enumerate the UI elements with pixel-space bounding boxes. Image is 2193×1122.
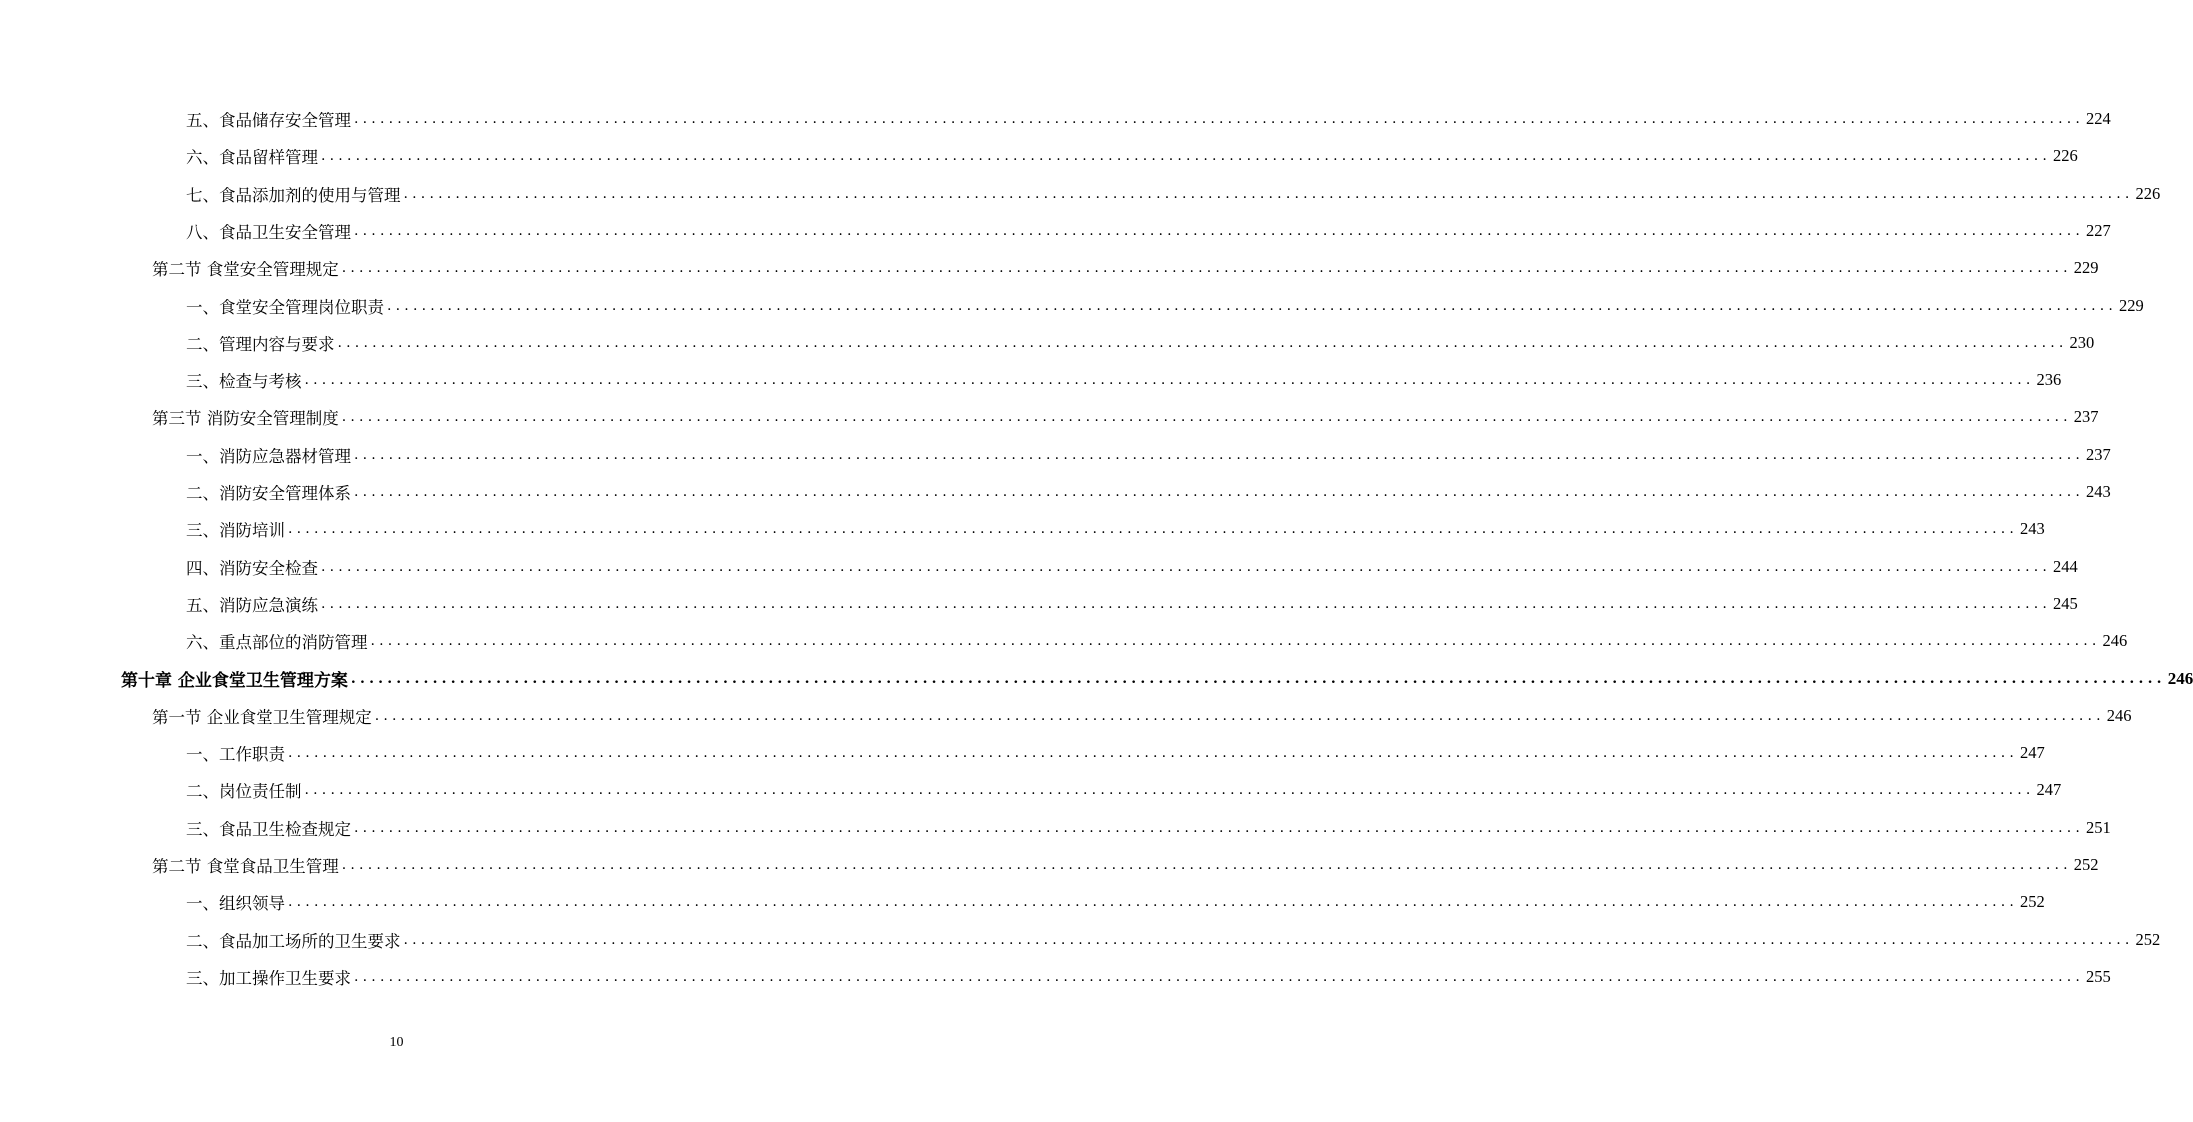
toc-entry-title: 第三节 消防安全管理制度 [152,409,339,429]
toc-entry-title: 六、重点部位的消防管理 [186,633,368,653]
toc-item[interactable] [186,362,2062,398]
toc-entry-page: 236 [2036,370,2062,390]
toc-entry-title: 四、消防安全检查 [186,558,318,578]
toc-entry-page: 251 [2086,817,2111,837]
toc-item[interactable] [186,511,2045,547]
toc-chapter[interactable] [121,661,2193,697]
dot-leader: ........................................................................................................................................................................................................ [350,670,2166,687]
toc-entry-page: 252 [2135,929,2161,949]
toc-section[interactable] [152,847,2099,883]
dot-leader: ........................................................................................................................................................................................................ [354,819,2085,836]
toc-entry-page: 243 [2020,519,2045,539]
toc-item[interactable] [186,325,2095,361]
dot-leader: ........................................................................................................................................................................................................ [341,857,2072,873]
toc-entry-page: 246 [2106,705,2132,725]
toc-item[interactable] [186,810,2111,846]
toc-item[interactable] [186,772,2062,808]
dot-leader: ........................................................................................................................................................................................................ [374,707,2105,724]
dot-leader: ........................................................................................................................................................................................................ [370,633,2101,650]
toc-entry-page: 229 [2119,295,2144,315]
toc-section[interactable] [152,399,2099,435]
toc-entry-page: 243 [2086,482,2111,501]
toc-entry-page: 229 [2073,258,2099,278]
toc-entry-title: 五、消防应急演练 [186,595,318,615]
toc-entry-page: 247 [2036,780,2062,800]
toc-entry-title: 八、食品卫生安全管理 [186,222,351,242]
toc-item[interactable] [186,474,2111,510]
toc-entry-title: 三、加工操作卫生要求 [186,968,351,988]
dot-leader: ........................................................................................................................................................................................................ [288,521,2019,538]
toc-entry-page: 230 [2069,332,2095,352]
dot-leader: ........................................................................................................................................................................................................ [337,334,2068,351]
toc-entry-page: 252 [2073,855,2099,874]
dot-leader: ........................................................................................................................................................................................................ [354,484,2085,500]
toc-item[interactable] [186,437,2111,473]
dot-leader: ........................................................................................................................................................................................................ [403,931,2134,948]
toc-entry-page: 246 [2167,668,2193,688]
toc-entry-title: 一、组织领导 [186,894,285,914]
page-number: 10 [389,1035,404,1050]
toc-item[interactable] [186,176,2161,212]
toc-entry-title: 第十章 企业食堂卫生管理方案 [121,671,348,691]
dot-leader: ........................................................................................................................................................................................................ [354,222,2085,239]
toc-item[interactable] [186,101,2111,137]
dot-leader: ........................................................................................................................................................................................................ [321,148,2052,165]
toc-entry-title: 七、食品添加剂的使用与管理 [186,185,401,205]
toc-entry-page: 226 [2135,183,2161,203]
dot-leader: ........................................................................................................................................................................................................ [354,111,2085,127]
toc-entry-title: 二、食品加工场所的卫生要求 [186,931,401,951]
toc-entry-page: 227 [2086,220,2111,240]
dot-leader: ........................................................................................................................................................................................................ [321,595,2052,612]
toc-entry-page: 245 [2053,593,2078,613]
dot-leader: ........................................................................................................................................................................................................ [387,297,2118,314]
dot-leader: ........................................................................................................................................................................................................ [288,894,2019,911]
toc-entry-page: 244 [2053,556,2078,576]
toc-entry-title: 一、工作职责 [186,745,285,765]
dot-leader: ........................................................................................................................................................................................................ [288,745,2019,762]
toc-entry-title: 一、食堂安全管理岗位职责 [186,297,384,317]
toc-entry-page: 247 [2020,743,2045,763]
toc-entry-page: 252 [2020,892,2045,912]
toc-item[interactable] [186,549,2078,585]
toc-entry-page: 237 [2086,444,2111,464]
toc-item[interactable] [186,288,2144,324]
toc-item[interactable] [186,213,2111,249]
toc-entry-page: 237 [2073,407,2099,427]
toc-entry-title: 二、消防安全管理体系 [186,484,351,503]
toc-entry-page: 246 [2102,631,2128,651]
toc-item[interactable] [186,959,2111,995]
toc-entry-page: 255 [2086,966,2111,986]
toc-entry-title: 六、食品留样管理 [186,148,318,168]
toc-item[interactable] [186,623,2128,659]
dot-leader: ........................................................................................................................................................................................................ [321,558,2052,575]
dot-leader: ........................................................................................................................................................................................................ [354,446,2085,463]
toc-entry-title: 第二节 食堂食品卫生管理 [152,857,339,876]
dot-leader: ........................................................................................................................................................................................................ [354,968,2085,985]
toc-entry-title: 第一节 企业食堂卫生管理规定 [152,707,372,727]
toc-section[interactable] [152,698,2132,734]
toc-entry-title: 第二节 食堂安全管理规定 [152,260,339,280]
toc-section[interactable] [152,250,2099,286]
dot-leader: ........................................................................................................................................................................................................ [341,260,2072,277]
toc-entry-title: 三、检查与考核 [186,372,302,392]
dot-leader: ........................................................................................................................................................................................................ [304,782,2035,799]
toc-item[interactable] [186,922,2161,958]
dot-leader: ........................................................................................................................................................................................................ [304,372,2035,389]
toc-item[interactable] [186,884,2045,920]
toc-entry-title: 五、食品储存安全管理 [186,111,351,130]
toc-item[interactable] [186,586,2078,622]
toc-entry-title: 一、消防应急器材管理 [186,446,351,466]
toc-entry-page: 226 [2053,146,2078,166]
dot-leader: ........................................................................................................................................................................................................ [403,185,2134,202]
toc-item[interactable] [186,138,2078,174]
toc-item[interactable] [186,735,2045,771]
toc-entry-title: 二、管理内容与要求 [186,334,335,354]
toc-entry-title: 三、消防培训 [186,521,285,541]
toc-entry-page: 224 [2086,109,2111,128]
toc-entry-title: 三、食品卫生检查规定 [186,819,351,839]
toc-entry-title: 二、岗位责任制 [186,782,302,802]
dot-leader: ........................................................................................................................................................................................................ [341,409,2072,426]
